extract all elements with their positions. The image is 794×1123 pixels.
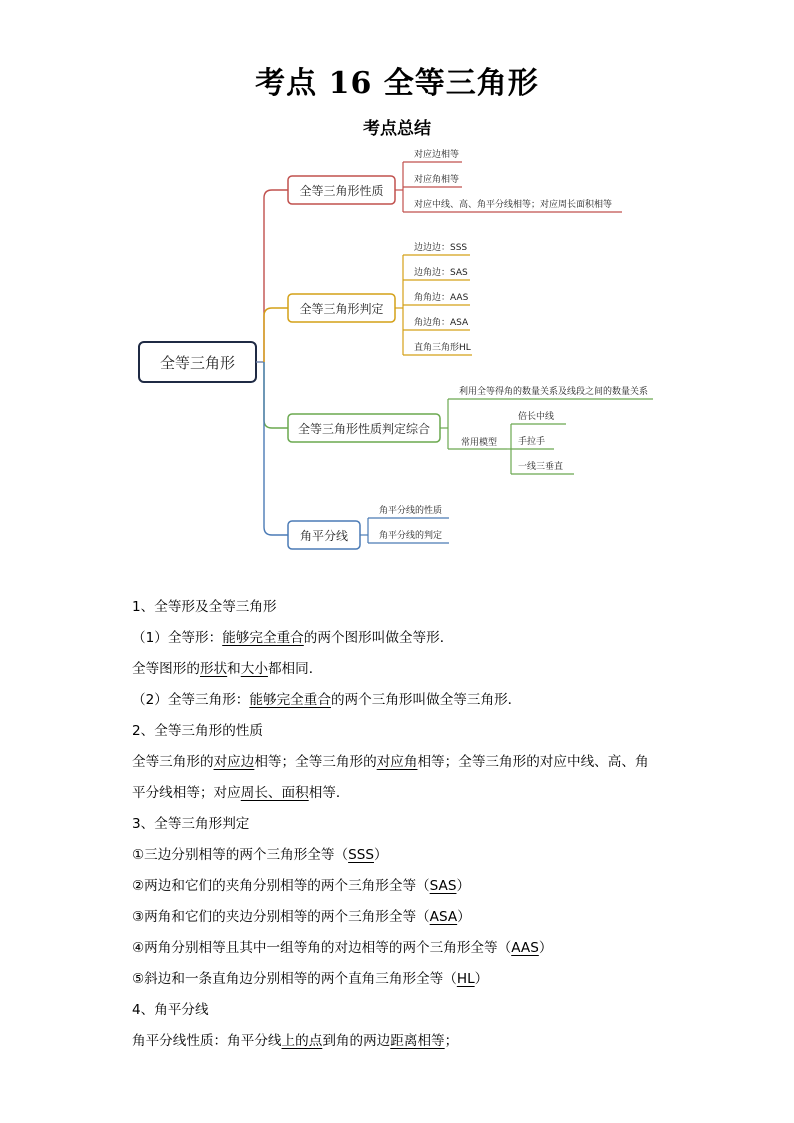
root-node-label: 全等三角形: [159, 354, 236, 372]
branch-connector: [264, 190, 288, 362]
text-run: 1、全等形及全等三角形: [132, 599, 277, 615]
leaf-label: 角角边：AAS: [414, 293, 469, 303]
leaf-label: 对应边相等: [414, 150, 460, 160]
text-line: [132, 627, 692, 658]
section-heading: [132, 596, 692, 627]
text-run: 都相同．: [267, 661, 323, 677]
leaf-label: 角边角：ASA: [414, 318, 469, 328]
underlined-term: 对应边: [213, 754, 255, 770]
subgroup-label: 常用模型: [461, 438, 498, 448]
underlined-term: 大小: [240, 661, 268, 677]
text-run: 的两个图形叫做全等形．: [303, 630, 454, 646]
text-line: [132, 937, 692, 968]
underlined-term: 周长、面积: [240, 785, 309, 801]
subleaf-label: 一线三垂直: [518, 462, 564, 472]
page-title: 考点 16 全等三角形: [255, 66, 539, 101]
text-run: ）: [538, 940, 553, 956]
text-run: 相等．: [308, 785, 350, 801]
text-run: （2）全等三角形：: [132, 692, 250, 708]
underlined-term: 能够完全重合: [222, 630, 304, 646]
text-line: [132, 844, 692, 875]
underlined-term: 距离相等: [390, 1033, 445, 1049]
text-run: 4、角平分线: [132, 1002, 209, 1018]
text-line: [132, 751, 692, 782]
text-run: 全等图形的: [132, 661, 200, 677]
section-heading: [132, 999, 692, 1030]
text-run: （1）全等形：: [132, 630, 223, 646]
text-line: [132, 968, 692, 999]
text-run: ⑤斜边和一条直角边分别相等的两个直角三角形全等（: [132, 971, 457, 987]
text-run: ②两边和它们的夹角分别相等的两个三角形全等（: [132, 878, 430, 894]
subleaf-label: 倍长中线: [518, 412, 555, 422]
section-subtitle: 考点总结: [363, 119, 431, 139]
text-run: ）: [474, 971, 489, 987]
branch-connector: [264, 362, 288, 428]
leaf-label: 边边边：SSS: [414, 243, 468, 253]
text-line: [132, 658, 692, 689]
branch-label: 全等三角形判定: [299, 302, 384, 316]
text-run: ）: [456, 878, 471, 894]
text-line: [132, 1030, 692, 1061]
text-run: 3、全等三角形判定: [132, 816, 250, 832]
underlined-term: 能够完全重合: [249, 692, 331, 708]
text-run: ）: [373, 847, 388, 863]
text-run: 2、全等三角形的性质: [132, 723, 263, 739]
content-body: [132, 596, 692, 1061]
text-run: ④两角分别相等且其中一组等角的对边相等的两个三角形全等（: [132, 940, 512, 956]
branch-connector: [264, 362, 288, 535]
text-run: ）: [457, 909, 471, 925]
text-run: 到角的两边: [322, 1033, 391, 1049]
text-line: [132, 689, 692, 720]
branch-label: 角平分线: [299, 529, 349, 543]
text-run: 全等三角形的: [132, 754, 214, 770]
branch-label: 全等三角形性质: [299, 184, 384, 198]
text-run: 相等；全等三角形的: [254, 754, 377, 770]
underlined-term: SSS: [348, 847, 374, 863]
section-heading: [132, 813, 692, 844]
subleaf-label: 手拉手: [518, 437, 546, 447]
text-run: 平分线相等；对应: [132, 785, 241, 801]
text-run: 角平分线性质：角平分线: [132, 1033, 282, 1049]
leaf-label: 利用全等得角的数量关系及线段之间的数量关系: [459, 387, 649, 397]
leaf-label: 角平分线的性质: [379, 506, 443, 516]
leaf-label: 角平分线的判定: [379, 531, 443, 541]
leaf-label: 对应中线、高、角平分线相等；对应周长面积相等: [414, 200, 613, 210]
text-run: ③两角和它们的夹边分别相等的两个三角形全等（: [132, 909, 430, 925]
branch-label: 全等三角形性质判定综合: [297, 422, 431, 436]
leaf-label: 对应角相等: [414, 175, 460, 185]
text-line: [132, 782, 692, 813]
branch-connector: [264, 308, 288, 362]
leaf-label: 边角边：SAS: [414, 268, 468, 278]
text-run: 的两个三角形叫做全等三角形．: [330, 692, 522, 708]
text-run: 相等；全等三角形的对应中线、高、角: [417, 754, 649, 770]
underlined-term: 对应角: [376, 754, 418, 770]
underlined-term: HL: [456, 971, 475, 987]
section-heading: [132, 720, 692, 751]
underlined-term: SAS: [429, 878, 457, 894]
text-line: [132, 875, 692, 906]
underlined-term: AAS: [511, 940, 539, 956]
underlined-term: ASA: [429, 909, 458, 925]
underlined-term: 形状: [199, 661, 228, 677]
text-run: 和: [227, 661, 241, 677]
leaf-label: 直角三角形HL: [414, 343, 471, 353]
underlined-term: 上的点: [281, 1033, 323, 1049]
text-run: ①三边分别相等的两个三角形全等（: [132, 847, 349, 863]
text-run: ；: [444, 1033, 459, 1049]
text-line: [132, 906, 692, 937]
